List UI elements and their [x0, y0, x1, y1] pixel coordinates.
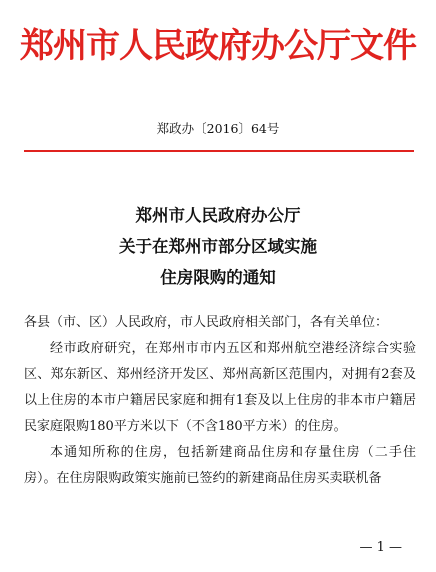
notice-body: [24, 310, 416, 492]
title-line-1: 郑州市人民政府办公厅: [135, 206, 301, 225]
salutation: 各县（市、区）人民政府，市人民政府相关部门，各有关单位：: [24, 315, 389, 330]
masthead-title: 郑州市人民政府办公厅文件: [20, 26, 416, 66]
title-line-2: 关于在郑州市部分区域实施: [119, 237, 317, 256]
body-paragraph-1: 经市政府研究，在郑州市市内五区和郑州航空港经济综合实验区、郑东新区、郑州经济开发区、郑州高新区范围内，对拥有2套及以上住房的本市户籍居民家庭和拥有1套及以上住房的非本市户籍居民家庭限购180平方米以下（不含180平方米）的住房。: [24, 341, 416, 434]
body-paragraph-2: 本通知所称的住房，包括新建商品住房和存量住房（二手住房）。在住房限购政策实施前已签约的新建商品住房买卖联机备: [24, 445, 416, 486]
document-number: 郑政办〔2016〕64号: [156, 121, 280, 136]
page-number: — 1 —: [359, 540, 402, 555]
title-line-3: 住房限购的通知: [160, 268, 276, 287]
red-separator-line: [24, 150, 414, 152]
notice-title: [0, 200, 436, 293]
